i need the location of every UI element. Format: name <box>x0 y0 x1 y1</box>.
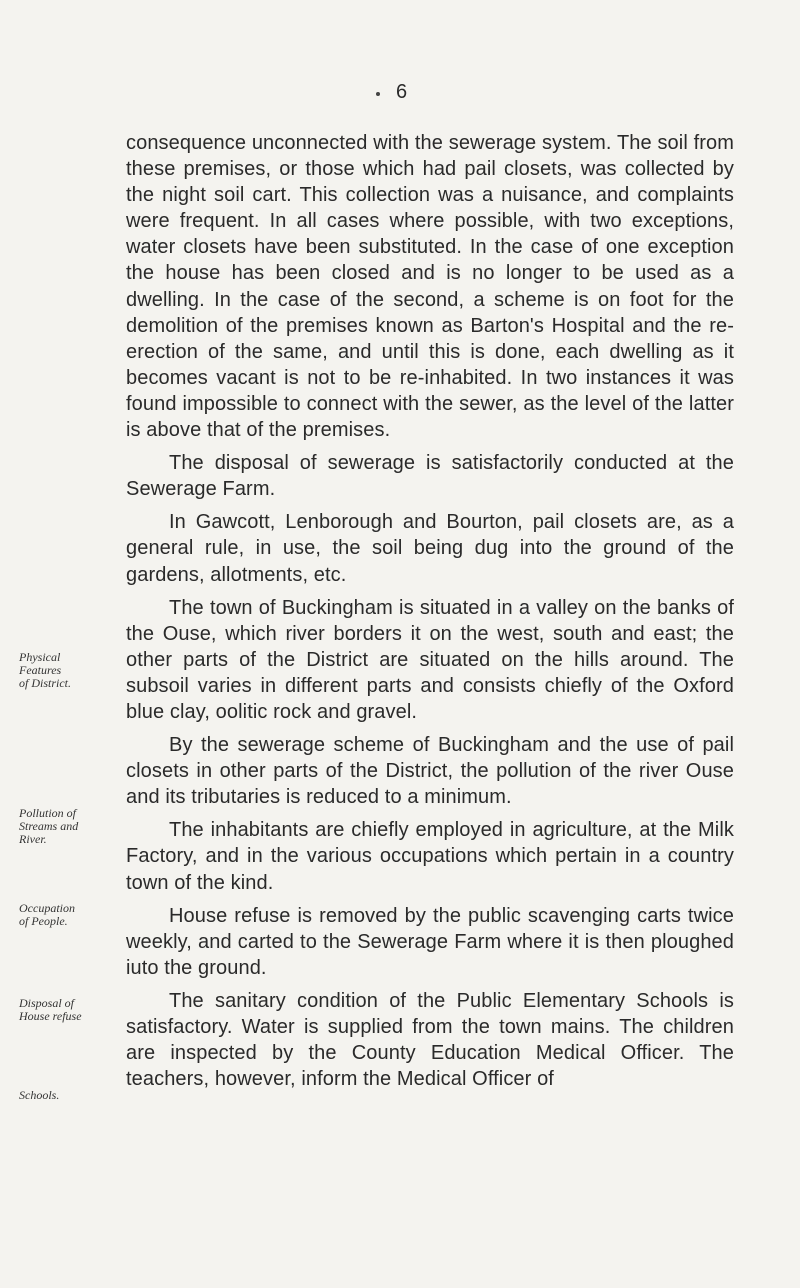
paragraph-schools: The sanitary condition of the Public Elementary Schools is satisfactory. Water is supplied from the town mains. The children are inspected by the County Education Medical Officer. The teachers, however, inform the Medical Officer of <box>126 989 734 1091</box>
margin-note-line: Pollution of <box>19 806 76 820</box>
margin-note-line: Streams and <box>19 819 79 833</box>
margin-note-line: House refuse <box>19 1009 82 1023</box>
margin-note-line: of People. <box>19 914 68 928</box>
margin-note-line: Disposal of <box>19 996 75 1010</box>
margin-note-pollution <box>19 807 117 846</box>
margin-note-physical-features <box>19 651 117 690</box>
paragraph-pail-closets: In Gawcott, Lenborough and Bourton, pail closets are, as a general rule, in use, the soil being dug into the ground of the gardens, allotments, etc. <box>126 511 734 586</box>
margin-note-disposal <box>19 997 117 1023</box>
margin-note-line: River. <box>19 832 47 846</box>
margin-note-line: Occupation <box>19 901 75 915</box>
paragraph-pollution: By the sewerage scheme of Buckingham and the use of pail closets in other parts of the District, the pollution of the river Ouse and its tributaries is reduced to a minimum. <box>126 734 734 809</box>
page-number: 6 <box>396 81 408 103</box>
page-dot <box>376 92 380 96</box>
margin-note-occupation <box>19 902 117 928</box>
paragraph-sewerage-consequence: consequence unconnected with the sewerage system. The soil from these premises, or those which had pail closets, was collected by the night soil cart. This collection was a nuisance, and complaints were frequent. In all cases where possible, with two exceptions, water closets have been substituted. In the case of one exception the house has been closed and is no longer to be used as a dwelling. In the case of the second, a scheme is on foot for the demolition of the premises known as Barton's Hospital and the re-erection of the same, and until this is done, each dwelling as it becomes vacant is not to be re-inhabited. In two instances it was found impossible to connect with the sewer, as the level of the latter is above that of the premises. <box>126 132 734 442</box>
margin-note-line: Features <box>19 663 62 677</box>
margin-note-line: Schools. <box>19 1088 60 1102</box>
margin-note-line: of District. <box>19 676 72 690</box>
paragraph-occupation: The inhabitants are chiefly employed in agriculture, at the Milk Factory, and in the various occupations which pertain in a country town of the kind. <box>126 819 734 894</box>
margin-note-line: Physical <box>19 650 61 664</box>
body-text <box>126 130 734 1092</box>
paragraph-physical-features: The town of Buckingham is situated in a valley on the banks of the Ouse, which river borders it on the west, south and east; the other parts of the District are situated on the hills around. The subsoil varies in different parts and consists chiefly of the Oxford blue clay, oolitic rock and gravel. <box>126 596 734 723</box>
margin-note-schools <box>19 1089 117 1102</box>
paragraph-house-refuse: House refuse is removed by the public scavenging carts twice weekly, and carted to the Sewerage Farm where it is then ploughed iuto the ground. <box>126 904 734 979</box>
paragraph-sewerage-disposal: The disposal of sewerage is satisfactorily conducted at the Sewerage Farm. <box>126 452 734 501</box>
